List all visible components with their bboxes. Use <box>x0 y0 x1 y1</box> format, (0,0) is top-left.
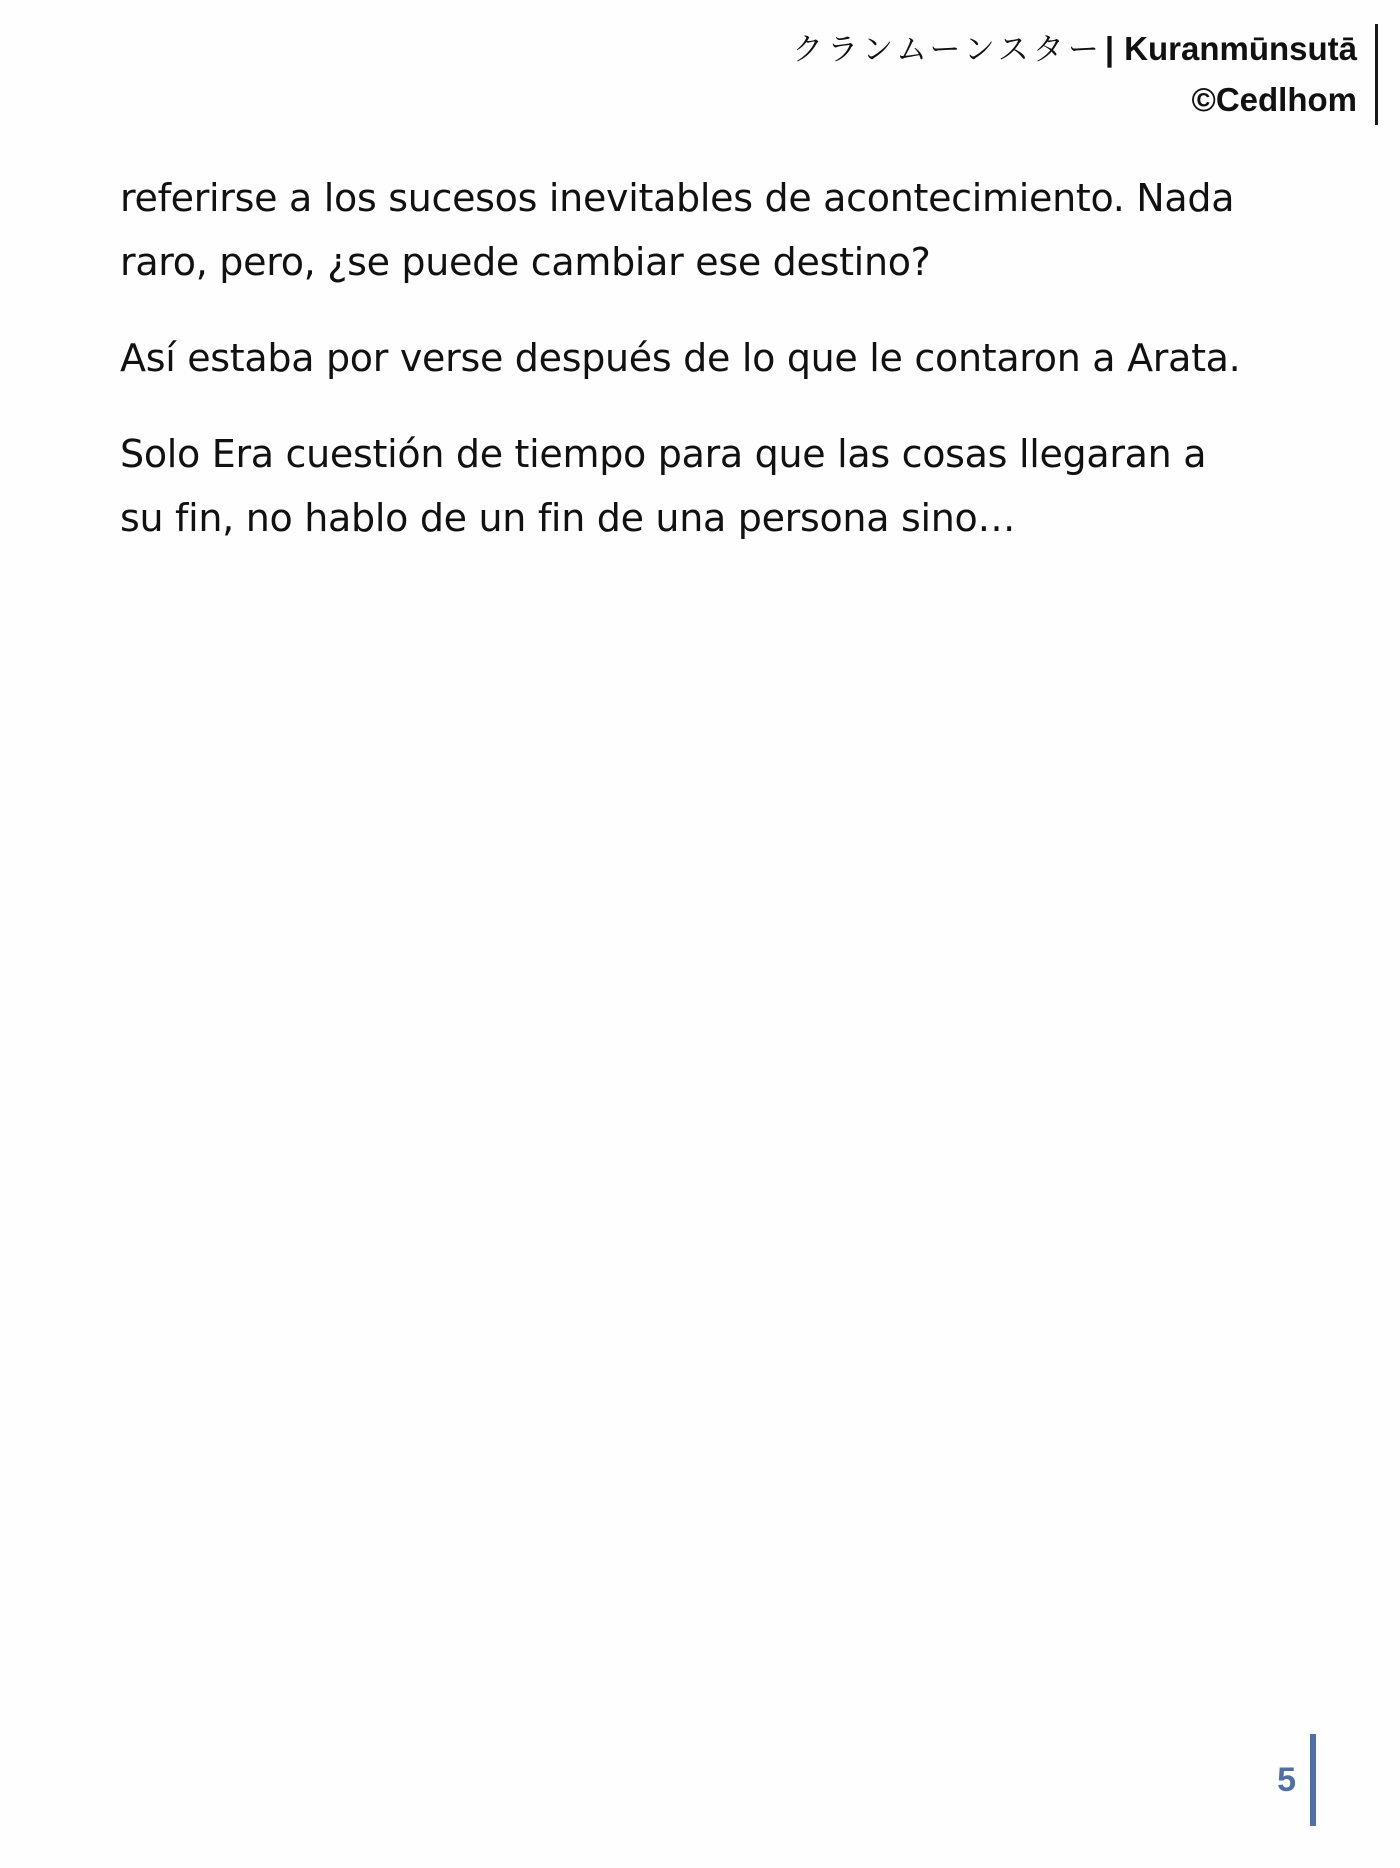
header-title-line <box>792 24 1357 75</box>
header-separator: | <box>1104 30 1115 67</box>
page-footer <box>1277 1734 1316 1826</box>
paragraph: referirse a los sucesos inevitables de acontecimiento. Nada raro, pero, ¿se puede cambiar ese destino? <box>120 176 1235 284</box>
page-number: 5 <box>1277 1760 1296 1799</box>
header-romaji-title: Kuranmūnsutā <box>1124 30 1357 67</box>
paragraph: Así estaba por verse después de lo que le contaron a Arata. <box>120 336 1241 380</box>
document-body <box>120 166 1260 582</box>
page-header <box>792 24 1378 125</box>
header-copyright: ©Cedlhom <box>1191 81 1357 118</box>
paragraph: Solo Era cuestión de tiempo para que las cosas llegaran a su fin, no hablo de un fin de una persona sino… <box>120 432 1207 540</box>
header-japanese-title: クランムーンスター <box>792 32 1103 68</box>
